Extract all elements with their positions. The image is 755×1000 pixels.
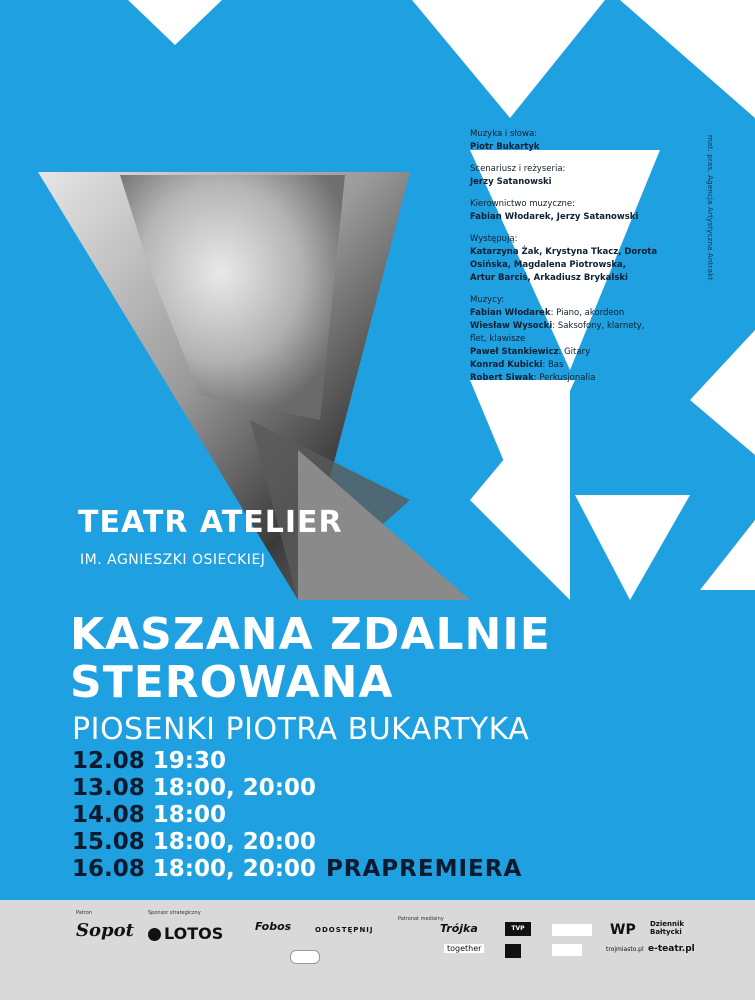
credit-label: Muzycy: xyxy=(470,295,505,305)
lotos-icon xyxy=(148,928,161,941)
musician-name: Fabian Włodarek xyxy=(470,308,551,318)
performance-times: 18:00, 20:00 xyxy=(152,829,316,855)
performance-date: 14.08 xyxy=(72,802,145,828)
performance-row xyxy=(72,775,522,802)
triangle-top-left xyxy=(128,0,222,45)
credit-music xyxy=(470,128,670,154)
performance-dates xyxy=(72,748,522,883)
patron-label: Patron xyxy=(76,910,92,916)
show-subtitle: PIOSENKI PIOTRA BUKARTYKA xyxy=(72,712,530,747)
credit-label: Występują: xyxy=(470,234,518,244)
strategic-sponsor-label: Sponsor strategiczny xyxy=(148,910,201,916)
lotos-text: LOTOS xyxy=(164,924,224,943)
musician-row xyxy=(470,320,670,333)
musician-role: : Bas xyxy=(542,360,564,370)
performance-date: 12.08 xyxy=(72,748,145,774)
credit-musicians xyxy=(470,294,670,385)
theatre-name: TEATR ATELIER xyxy=(78,505,343,540)
credit-script xyxy=(470,163,670,189)
performance-date: 13.08 xyxy=(72,775,145,801)
trojka-logo: Trójka xyxy=(440,922,478,935)
musician-row xyxy=(470,346,670,359)
performance-row xyxy=(72,748,522,775)
performance-row xyxy=(72,802,522,829)
wp-logo: WP xyxy=(610,922,636,938)
credit-value: Osińska, Magdalena Piotrowska, xyxy=(470,260,627,270)
musician-name: Robert Siwak xyxy=(470,373,534,383)
credit-value: Artur Barciś, Arkadiusz Brykalski xyxy=(470,273,628,283)
white-box-logo-2 xyxy=(552,944,582,956)
premiere-tag: PRAPREMIERA xyxy=(325,856,523,882)
tvp-logo: TVP xyxy=(505,922,531,936)
credit-musical-director xyxy=(470,198,670,224)
credit-value: Jerzy Satanowski xyxy=(470,177,552,187)
credit-cast xyxy=(470,233,670,285)
show-title-line1: KASZANA ZDALNIE xyxy=(70,609,551,660)
performance-times: 19:30 xyxy=(152,748,226,774)
show-title-line2: STEROWANA xyxy=(70,657,394,708)
fobos-logo: Fobos xyxy=(255,920,292,933)
black-square-logo xyxy=(505,944,521,958)
musician-row xyxy=(470,333,670,346)
musician-role: : Perkusjonalia xyxy=(533,373,596,383)
sopot-logo: Sopot xyxy=(76,920,134,941)
performance-date: 15.08 xyxy=(72,829,145,855)
theatre-patron: IM. AGNIESZKI OSIECKIEJ xyxy=(80,552,266,568)
credits-block xyxy=(470,128,670,394)
together-logo: together xyxy=(444,944,484,953)
musician-role: flet, klawisze xyxy=(470,334,526,344)
triangle-top-center xyxy=(412,0,605,118)
credit-label: Muzyka i słowa: xyxy=(470,129,538,139)
media-patron-label: Patronat medialny xyxy=(398,916,444,922)
credit-label: Scenariusz i reżyseria: xyxy=(470,164,566,174)
triangle-bottom-right xyxy=(700,520,755,590)
lotos-logo xyxy=(148,924,223,943)
e-teatr-logo: e-teatr.pl xyxy=(648,944,695,954)
musician-name: Wiesław Wysocki xyxy=(470,321,553,331)
performance-times: 18:00, 20:00 xyxy=(152,856,316,882)
triangle-lower-right xyxy=(575,495,690,600)
musician-row xyxy=(470,372,670,385)
musician-row xyxy=(470,307,670,320)
sponsor-strip xyxy=(0,900,755,1000)
white-box-logo xyxy=(552,924,592,936)
musician-row xyxy=(470,359,670,372)
musician-role: : Saksofony, klarnety, xyxy=(552,321,645,331)
performance-times: 18:00 xyxy=(152,802,226,828)
round-badge-logo xyxy=(290,950,320,964)
performance-date: 16.08 xyxy=(72,856,145,882)
credit-label: Kierownictwo muzyczne: xyxy=(470,199,576,209)
triangle-top-right xyxy=(620,0,755,118)
performance-row xyxy=(72,856,522,883)
musician-role: : Gitary xyxy=(558,347,591,357)
dziennik-baltycki-logo: Dziennik Bałtycki xyxy=(650,920,685,936)
performance-times: 18:00, 20:00 xyxy=(152,775,316,801)
credit-value: Katarzyna Żak, Krystyna Tkacz, Dorota xyxy=(470,247,658,257)
musician-role: : Piano, akordeon xyxy=(550,308,625,318)
performance-row xyxy=(72,829,522,856)
credit-value: Fabian Włodarek, Jerzy Satanowski xyxy=(470,212,639,222)
musician-name: Konrad Kubicki xyxy=(470,360,543,370)
odostepnij-logo: ODOSTĘPNIJ xyxy=(315,926,374,934)
press-credit-vertical: mat. pras. Agencja Artystyczna Antrakt xyxy=(706,135,714,281)
triangle-right-edge xyxy=(690,330,755,455)
musician-name: Paweł Stankiewicz xyxy=(470,347,559,357)
credit-value: Piotr Bukartyk xyxy=(470,142,540,152)
trojmiasto-logo: trojmiasto.pl xyxy=(606,946,644,953)
